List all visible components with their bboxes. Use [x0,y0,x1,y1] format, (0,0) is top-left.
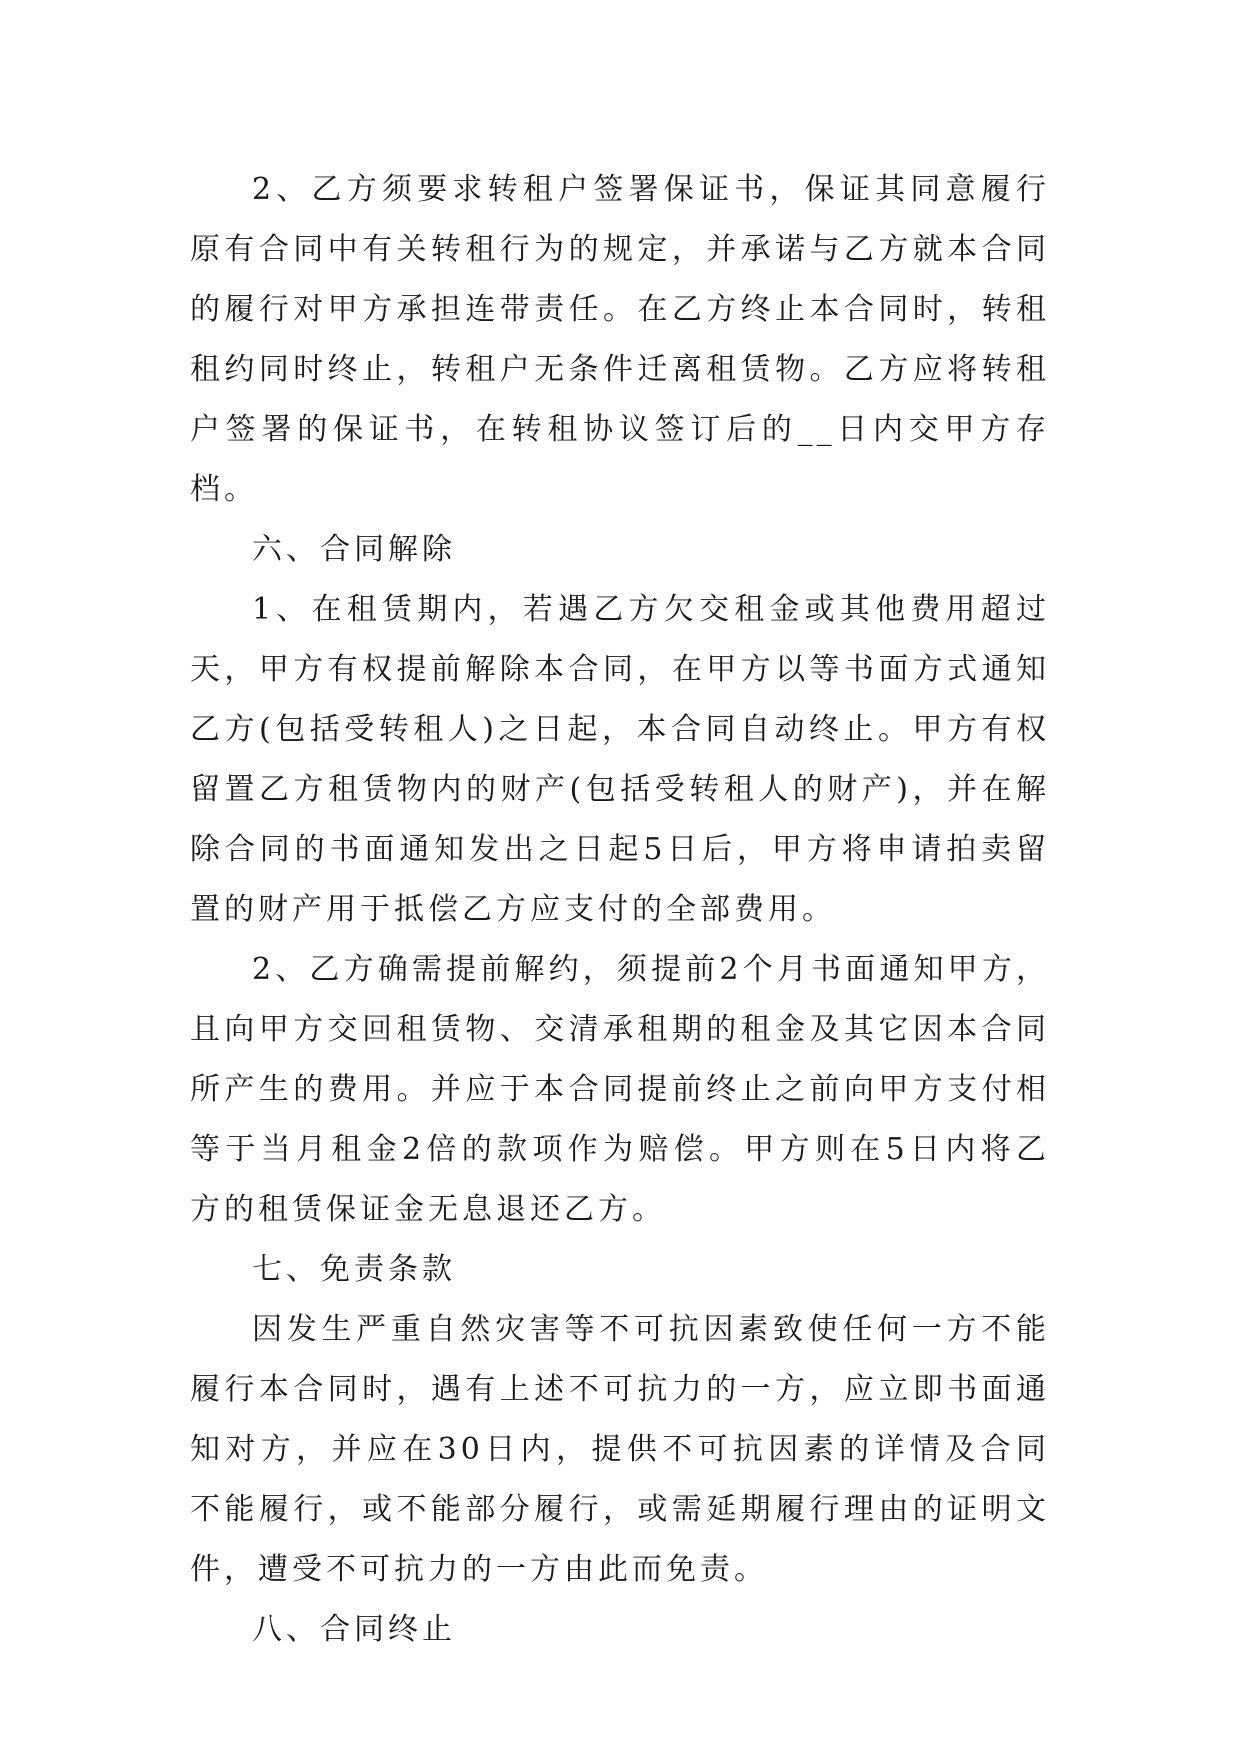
document-body [190,160,1050,1660]
clause-6-1-lessor-termination: 1、在租赁期内，若遇乙方欠交租金或其他费用超过 天，甲方有权提前解除本合同，在甲方以等书面方式通知乙方(包括受转租人)之日起，本合同自动终止。甲方有权留置乙方租赁物内的财产(包括受转租人的财产)，并在解除合同的书面通知发出之日起5日后，甲方将申请拍卖留置的财产用于抵偿乙方应支付的全部费用。 [190,592,1050,927]
section-heading-force-majeure: 七、免责条款 [252,1252,456,1287]
clause-6-2-lessee-early-termination: 2、乙方确需提前解约，须提前2个月书面通知甲方，且向甲方交回租赁物、交清承租期的租金及其它因本合同所产生的费用。并应于本合同提前终止之前向甲方支付相等于当月租金2倍的款项作为赔偿。甲方则在5日内将乙方的租赁保证金无息退还乙方。 [190,952,1050,1227]
section-heading-termination: 六、合同解除 [252,532,456,567]
section-heading-contract-end: 八、合同终止 [252,1612,456,1647]
clause-5-2-sublease-guarantee: 2、乙方须要求转租户签署保证书，保证其同意履行原有合同中有关转租行为的规定，并承诺与乙方就本合同的履行对甲方承担连带责任。在乙方终止本合同时，转租租约同时终止，转租户无条件迁离租赁物。乙方应将转租户签署的保证书，在转租协议签订后的__日内交甲方存档。 [190,172,1050,507]
clause-7-force-majeure: 因发生严重自然灾害等不可抗因素致使任何一方不能履行本合同时，遇有上述不可抗力的一方，应立即书面通知对方，并应在30日内，提供不可抗因素的详情及合同不能履行，或不能部分履行，或需延期履行理由的证明文件，遭受不可抗力的一方由此而免责。 [190,1312,1050,1587]
